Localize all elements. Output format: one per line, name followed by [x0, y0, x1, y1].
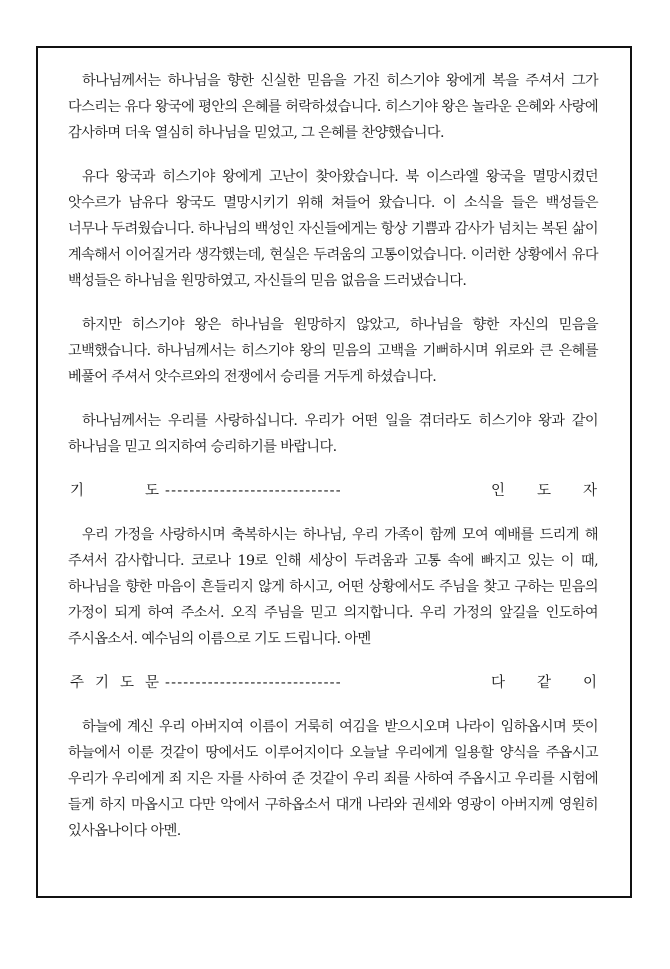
- prayer-heading-char: 기: [70, 483, 84, 499]
- document-content: [68, 68, 598, 862]
- prayer-heading: [68, 478, 598, 504]
- lords-prayer-heading-char: 기: [95, 675, 109, 691]
- paragraph-conclusion: 하나님께서는 우리를 사랑하십니다. 우리가 어떤 일을 겪더라도 히스기야 왕과 같이 하나님을 믿고 의지하여 승리하기를 바랍니다.: [68, 413, 598, 455]
- lords-prayer-heading-dashes: -----------------------------: [165, 675, 342, 691]
- prayer-leader-char: 인: [491, 483, 505, 499]
- prayer-heading-dashes: -----------------------------: [165, 483, 342, 499]
- together-char: 다: [491, 675, 505, 691]
- together-char: 이: [583, 675, 597, 691]
- lords-prayer-heading: [68, 670, 598, 696]
- lords-prayer-heading-char: 주: [70, 675, 84, 691]
- lords-prayer-text: 하늘에 계신 우리 아버지여 이름이 거룩히 여김을 받으시오며 나라이 임하옵시며 뜻이 하늘에서 이룬 것같이 땅에서도 이루어지이다 오늘날 우리에게 일용할 양식을 주옵시고 우리가 우리에게 죄 지은 자를 사하여 준 것같이 우리 죄를 사하여 주옵시고 우리를 시험에 들게 하지 마옵시고 다만 악에서 구하옵소서 대개 나라와 권세와 영광이 아버지께 영원히 있사옵나이다 아멘.: [68, 719, 598, 839]
- paragraph-hardship: 유다 왕국과 히스기야 왕에게 고난이 찾아왔습니다. 북 이스라엘 왕국을 멸망시켰던 앗수르가 남유다 왕국도 멸망시키기 위해 쳐들어 왔습니다. 이 소식을 들은 백성들은 너무나 두려웠습니다. 하나님의 백성인 자신들에게는 항상 기쁨과 감사가 넘치는 복된 삶이 계속해서 이어질거라 생각했는데, 현실은 두려움의 고통이었습니다. 이러한 상황에서 유다 백성들은 하나님을 원망하였고, 자신들의 믿음 없음을 드러냈습니다.: [68, 169, 598, 289]
- together-char: 같: [537, 675, 551, 691]
- prayer-text: 우리 가정을 사랑하시며 축복하시는 하나님, 우리 가족이 함께 모여 예배를 드리게 해 주셔서 감사합니다. 코로나 19로 인해 세상이 두려움과 고통 속에 빠지고 있는 이 때, 하나님을 향한 마음이 흔들리지 않게 하시고, 어떤 상황에서도 주님을 찾고 구하는 믿음의 가정이 되게 하여 주소서. 오직 주님을 믿고 의지합니다. 우리 가정의 앞길을 인도하여 주시옵소서. 예수님의 이름으로 기도 드립니다. 아멘: [68, 527, 598, 647]
- prayer-heading-char: 도: [145, 483, 159, 499]
- document-frame: [36, 46, 632, 898]
- prayer-leader-char: 도: [537, 483, 551, 499]
- paragraph-blessing: 하나님께서는 하나님을 향한 신실한 믿음을 가진 히스기야 왕에게 복을 주셔서 그가 다스리는 유다 왕국에 평안의 은혜를 허락하셨습니다. 히스기야 왕은 놀라운 은혜와 사랑에 감사하며 더욱 열심히 하나님을 믿었고, 그 은혜를 찬양했습니다.: [68, 73, 598, 141]
- lords-prayer-heading-char: 도: [120, 675, 134, 691]
- lords-prayer-heading-char: 문: [145, 675, 159, 691]
- prayer-leader-char: 자: [583, 483, 597, 499]
- paragraph-confession: 하지만 히스기야 왕은 하나님을 원망하지 않았고, 하나님을 향한 자신의 믿음을 고백했습니다. 하나님께서는 히스기야 왕의 믿음의 고백을 기뻐하시며 위로와 큰 은혜를 베풀어 주셔서 앗수르와의 전쟁에서 승리를 거두게 하셨습니다.: [68, 317, 598, 385]
